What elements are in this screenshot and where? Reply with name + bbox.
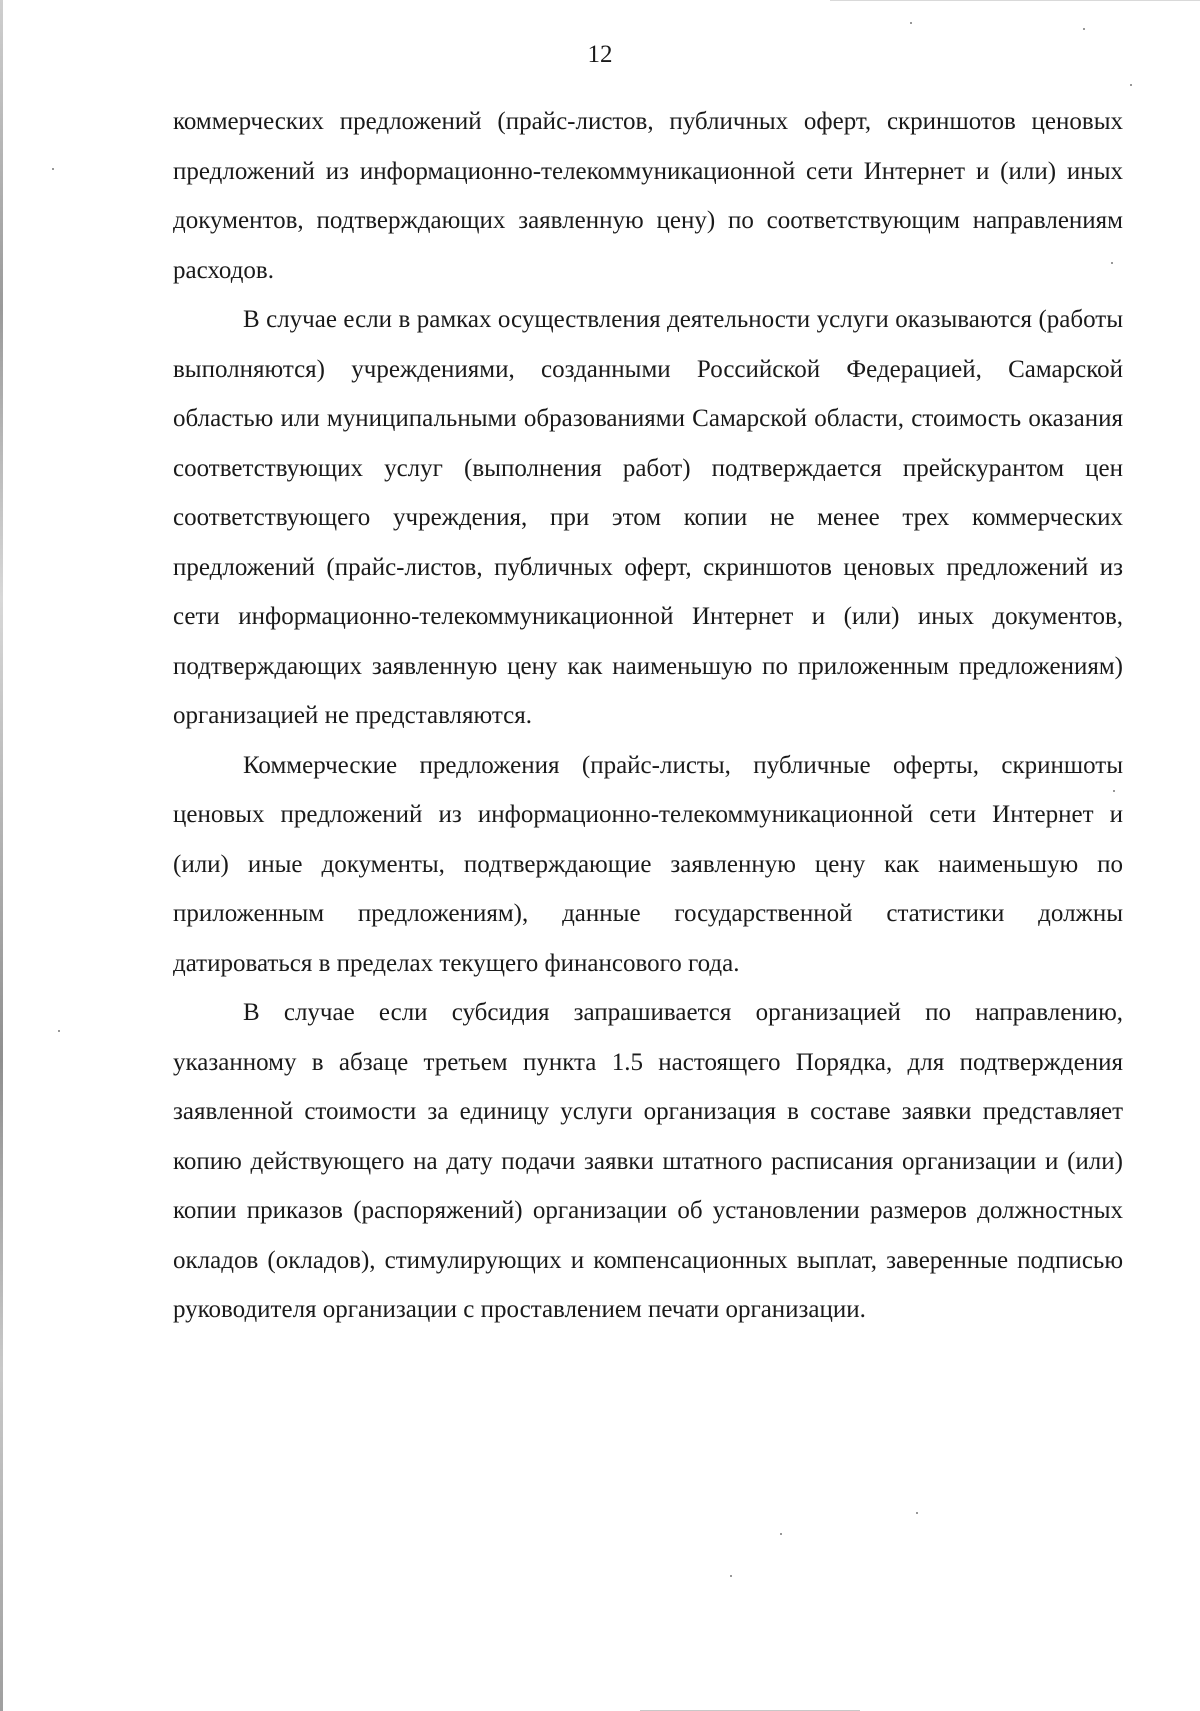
body-text [173, 97, 1123, 1335]
paragraph-continuation: коммерческих предложений (прайс-листов, публичных оферт, скриншотов ценовых предложений из информационно-телекоммуникационной сети Интернет и (или) иных документов, подтверждающих заявленную цену) по соответствующим направлениям расходов. [173, 108, 1123, 284]
page-number: 12 [587, 41, 613, 68]
scan-edge-shadow [0, 0, 3, 1711]
scan-speck [52, 168, 54, 170]
scan-speck [1113, 790, 1115, 792]
paragraph: Коммерческие предложения (прайс-листы, публичные оферты, скриншоты ценовых предложений из информационно-телекоммуникационной сети Интернет и (или) иные документы, подтверждающие заявленную цену как наименьшую по приложенным предложениям), данные государственной статистики должны датироваться в пределах текущего финансового года. [173, 751, 1123, 977]
scan-top-line [830, 0, 1200, 1]
scan-speck [916, 1512, 918, 1514]
scan-speck [1083, 28, 1085, 30]
paragraph: В случае если в рамках осуществления деятельности услуги оказываются (работы выполняются) учреждениями, созданными Российской Федерацией, Самарской областью или муниципальными образованиями Самарской области, стоимость оказания соответствующих услуг (выполнения работ) подтверждается прейскурантом цен соответствующего учреждения, при этом копии не менее трех коммерческих предложений (прайс-листов, публичных оферт, скриншотов ценовых предложений из сети информационно-телекоммуникационной Интернет и (или) иных документов, подтверждающих заявленную цену как наименьшую по приложенным предложениям) организацией не представляются. [173, 306, 1123, 729]
scan-speck [730, 1575, 732, 1577]
paragraph: В случае если субсидия запрашивается организацией по направлению, указанному в абзаце третьем пункта 1.5 настоящего Порядка, для подтверждения заявленной стоимости за единицу услуги организация в составе заявки представляет копию действующего на дату подачи заявки штатного расписания организации и (или) копии приказов (распоряжений) организации об установлении размеров должностных окладов (окладов), стимулирующих и компенсационных выплат, заверенные подписью руководителя организации с проставлением печати организации. [173, 999, 1123, 1323]
scan-speck [780, 1533, 782, 1535]
scan-speck [58, 1030, 60, 1032]
scan-speck [1130, 84, 1132, 86]
scan-speck [910, 22, 912, 24]
scan-speck [1111, 262, 1113, 264]
